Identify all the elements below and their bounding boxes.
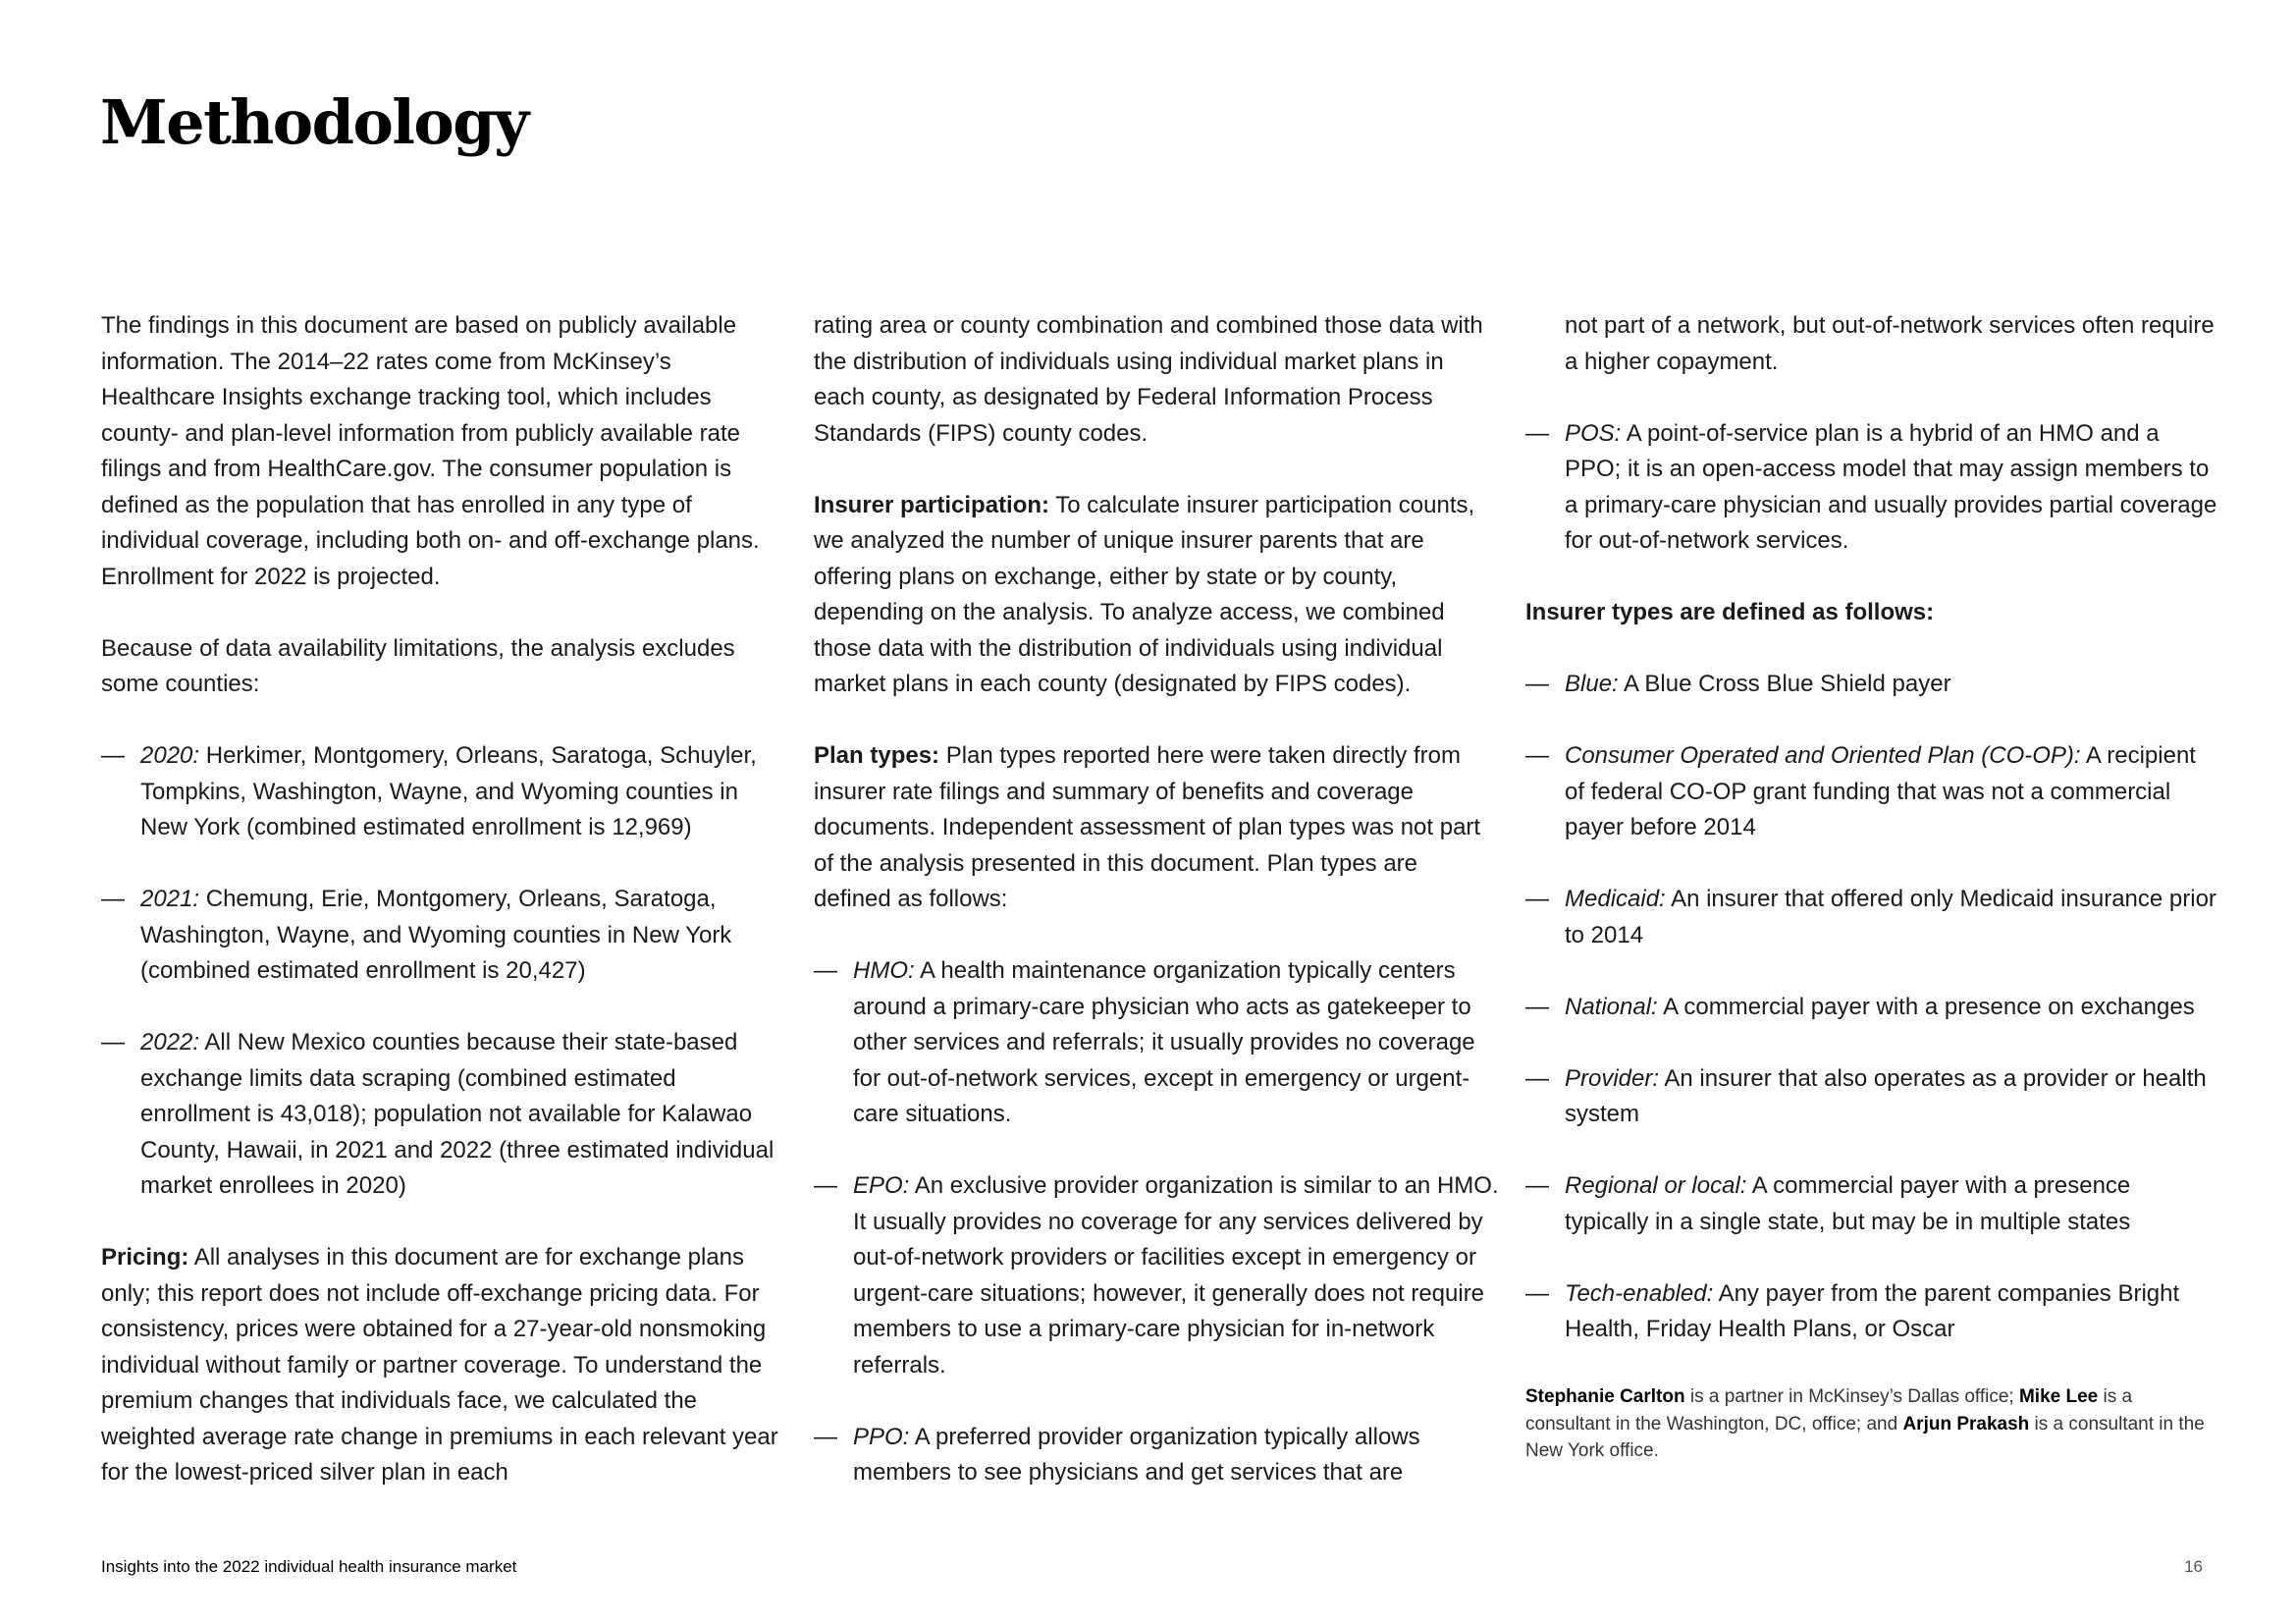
list-item-label: Provider: [1565, 1064, 1660, 1092]
intro-paragraph: The findings in this document are based on publicly available information. The 2014–22 rates come from McKinsey’s Healthcare Insights exchange tracking tool, which includes county- and plan-level information from publicly available rate filings and from HealthCare.gov. The consumer population is defined as the population that has enrolled in any type of individual coverage, including both on- and off-exchange plans. Enrollment for 2022 is projected. [101, 312, 760, 590]
list-item-label: Regional or local: [1565, 1172, 1747, 1199]
continuation-paragraph: rating area or county combination and combined those data with the distribution of individuals using individual market plans in each county, as designated by Federal Information Process Standards (FIPS) county codes. [814, 312, 1483, 447]
list-item-label: Blue: [1565, 671, 1619, 697]
author-role: is a consultant in the Washington, DC, office; and [1525, 1386, 2133, 1435]
list-item-label: Tech-enabled: [1565, 1279, 1714, 1307]
list-item [1525, 1061, 2217, 1133]
list-item-label: National: [1565, 993, 1658, 1020]
dash-bullet: — [1525, 671, 1549, 697]
list-item-text: A recipient of federal CO-OP grant funding that was not a commercial payer before 2014 [1565, 742, 2196, 840]
list-item-label: HMO: [853, 957, 915, 984]
insurer-participation-text: To calculate insurer participation counts, we analyzed the number of unique insurer parents that are offering plans on exchange, either by state or by county, depending on the analysis. To analyze access, we combined those data with the distribution of individuals using individual market plans in each county (designated by FIPS codes). [814, 491, 1475, 697]
list-item-text: A preferred provider organization typically allows members to see physicians and get services that are [853, 1423, 1420, 1486]
list-item-label: PPO: [853, 1423, 910, 1450]
list-item [814, 1168, 1501, 1383]
author-name: Arjun Prakash [1902, 1413, 2030, 1435]
list-item-text: All New Mexico counties because their state-based exchange limits data scraping (combined estimated enrollment is 43,018); population not available for Kalawao County, Hawaii, in 2021 and 2022 (three estimated individual market enrollees in 2020) [140, 1029, 774, 1199]
list-item-text: Chemung, Erie, Montgomery, Orleans, Saratoga, Washington, Wayne, and Wyoming counties in New York (combined estimated enrollment is 20,427) [140, 886, 732, 984]
list-item [101, 738, 788, 846]
list-item [1525, 416, 2217, 560]
list-item-text: Any payer from the parent companies Bright Health, Friday Health Plans, or Oscar [1565, 1279, 2180, 1342]
column-1 [101, 308, 788, 1527]
dash-bullet: — [1525, 1172, 1549, 1199]
list-item [1525, 882, 2217, 953]
dash-bullet: — [814, 1423, 837, 1450]
list-item-text: A health maintenance organization typically centers around a primary-care physician who acts as gatekeeper to other services and referrals; it usually provides no coverage for out-of-network services, except in emergency or urgent-care situations. [853, 957, 1475, 1127]
author-name: Mike Lee [2018, 1386, 2099, 1407]
dash-bullet: — [101, 1029, 125, 1056]
list-item-text: Herkimer, Montgomery, Orleans, Saratoga, Schuyler, Tompkins, Washington, Wayne, and Wyoming counties in New York (combined estimated enrollment is 12,969) [140, 742, 757, 840]
list-item-label: EPO: [853, 1172, 910, 1199]
plan-types-label: Plan types: [814, 742, 940, 769]
insurer-participation-paragraph [814, 488, 1501, 703]
continuation-paragraph: not part of a network, but out-of-network services often require a higher copayment. [1565, 312, 2215, 375]
list-item-text: A commercial payer with a presence typically in a single state, but may be in multiple states [1565, 1172, 2131, 1235]
dash-bullet: — [1525, 419, 1549, 447]
column-2 [814, 308, 1501, 1527]
list-item-label: POS: [1565, 419, 1622, 447]
dash-bullet: — [101, 886, 125, 912]
page-number: 16 [2184, 1557, 2203, 1576]
list-item-label: Medicaid: [1565, 886, 1666, 912]
list-item-text: An exclusive provider organization is similar to an HMO. It usually provides no coverage for any services delivered by out-of-network providers or facilities except in emergency or urgent-care situations; however, it generally does not require members to use a primary-care physician for in-network referrals. [853, 1172, 1499, 1379]
list-item [1525, 1276, 2217, 1348]
pricing-text: All analyses in this document are for exchange plans only; this report does not include off-exchange pricing data. For consistency, prices were obtained for a 27-year-old nonsmoking individual without family or partner coverage. To understand the premium changes that individuals face, we calculated the weighted average rate change in premiums in each relevant year for the lowest-priced silver plan in each [101, 1244, 778, 1486]
list-item [1525, 990, 2217, 1026]
plan-types-text: Plan types reported here were taken directly from insurer rate filings and summary of benefits and coverage documents. Independent assessment of plan types was not part of the analysis presented in this document. Plan types are defined as follows: [814, 742, 1481, 912]
list-item-label: 2020: [140, 742, 200, 769]
plan-types-list-continued [1525, 416, 2217, 560]
footer-document-title: Insights into the 2022 individual health insurance market [101, 1557, 517, 1576]
author-name: Stephanie Carlton [1525, 1386, 1685, 1407]
list-item [814, 1420, 1501, 1491]
list-item [1525, 667, 2217, 703]
column-3 [1525, 308, 2217, 1500]
insurer-types-list [1525, 667, 2217, 1348]
list-item-text: An insurer that also operates as a provider or health system [1565, 1064, 2207, 1127]
list-item [814, 953, 1501, 1133]
dash-bullet: — [1525, 1279, 1549, 1307]
author-role: is a partner in McKinsey’s Dallas office; [1684, 1386, 2019, 1407]
plan-types-paragraph [814, 738, 1501, 918]
dash-bullet: — [814, 1172, 837, 1199]
list-item-label: Consumer Operated and Oriented Plan (CO-OP): [1565, 742, 2081, 769]
exclusions-intro: Because of data availability limitations, the analysis excludes some counties: [101, 634, 735, 697]
list-item [1525, 738, 2217, 846]
exclusions-list [101, 738, 788, 1205]
pricing-paragraph [101, 1240, 788, 1491]
list-item [101, 1025, 788, 1205]
list-item [101, 882, 788, 990]
dash-bullet: — [1525, 1064, 1549, 1092]
plan-types-list [814, 953, 1501, 1491]
dash-bullet: — [1525, 886, 1549, 912]
author-role: is a consultant in the New York office. [1525, 1413, 2205, 1461]
list-item-text: An insurer that offered only Medicaid insurance prior to 2014 [1565, 886, 2216, 948]
list-item-label: 2022: [140, 1029, 200, 1056]
dash-bullet: — [814, 957, 837, 984]
dash-bullet: — [1525, 742, 1549, 769]
author-credits [1525, 1383, 2217, 1465]
list-item-text: A Blue Cross Blue Shield payer [1618, 671, 1951, 697]
pricing-label: Pricing: [101, 1244, 189, 1271]
insurer-types-heading: Insurer types are defined as follows: [1525, 599, 1935, 625]
list-item-text: A point-of-service plan is a hybrid of an HMO and a PPO; it is an open-access model that may assign members to a primary-care physician and usually provides partial coverage for out-of-network services. [1565, 419, 2217, 554]
list-item-text: A commercial payer with a presence on exchanges [1657, 993, 2195, 1020]
list-item-label: 2021: [140, 886, 200, 912]
insurer-participation-label: Insurer participation: [814, 491, 1050, 518]
page-title: Methodology [100, 86, 528, 158]
dash-bullet: — [1525, 993, 1549, 1020]
list-item [1525, 1168, 2217, 1240]
dash-bullet: — [101, 742, 125, 769]
